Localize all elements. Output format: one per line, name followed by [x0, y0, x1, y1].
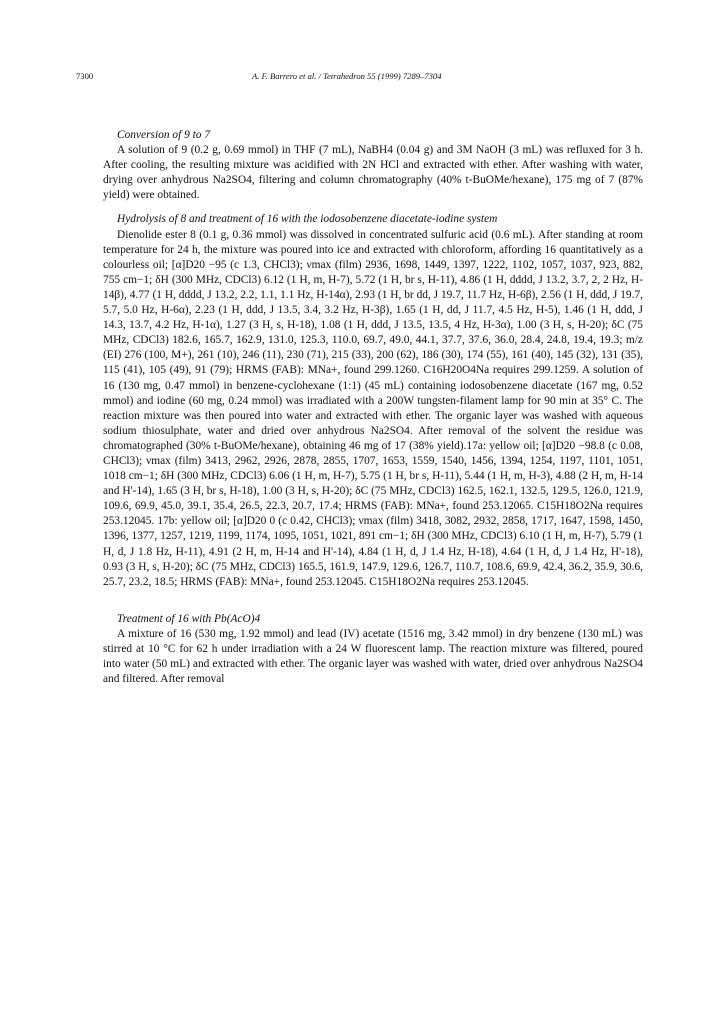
spacer [103, 203, 643, 212]
paragraph: Dienolide ester 8 (0.1 g, 0.36 mmol) was dissolved in concentrated sulfuric acid (0.6 mL). After standing at room temperature for 24 h, the mixture was poured into ice and extracted with chloroform, affording 16 quantitatively as a colourless oil; [α]D20 −95 (c 1.3, CHCl3); νmax (film) 2936, 1698, 1449, 1397, 1222, 1102, 1057, 1037, 923, 882, 755 cm−1; δH (300 MHz, CDCl3) 6.12 (1 H, m, H-7), 5.72 (1 H, br s, H-11), 4.86 (1 H, dddd, J 13.2, 3.7, 2, 2 Hz, H-14β), 4.77 (1 H, dddd, J 13.2, 2.2, 1.1, 1.1 Hz, H-14α), 2.93 (1 H, br dd, J 19.7, 11.7 Hz, H-6β), 2.56 (1 H, ddd, J 19.7, 5.7, 5.0 Hz, H-6α), 2.23 (1 H, ddd, J 13.5, 3.4, 3.2 Hz, H-3β), 1.65 (1 H, dd, J 11.7, 4.5 Hz, H-5), 1.46 (1 H, ddd, J 14.3, 13.7, 4.2 Hz, H-1α), 1.27 (3 H, s, H-18), 1.08 (1 H, ddd, J 13.5, 13.5, 4 Hz, H-3α), 1.00 (3 H, s, H-20); δC (75 MHz, CDCl3) 182.6, 165.7, 162.9, 131.0, 125.3, 110.0, 69.7, 49.0, 44.1, 37.7, 37.6, 36.0, 28.4, 24.8, 19.4, 19.3; m/z (EI) 276 (100, M+), 261 (10), 246 (11), 230 (71), 215 (33), 200 (62), 186 (30), 174 (55), 161 (40), 145 (32), 131 (35), 115 (41), 105 (49), 91 (79); HRMS (FAB): MNa+, found 299.1260. C16H20O4Na requires 299.1259. A solution of 16 (130 mg, 0.47 mmol) in benzene-cyclohexane (1:1) (45 mL) containing iodosobenzene diacetate (167 mg, 0.52 mmol) and iodine (60 mg, 0.24 mmol) was irradiated with a 200W tungsten-filament lamp for 90 min at 35° C. The reaction mixture was then poured into water and extracted with ether. The organic layer was washed with aqueous sodium thiosulphate, water and dried over anhydrous Na2SO4. After removal of the solvent the residue was chromatographed (30% t-BuOMe/hexane), obtaining 46 mg of 17 (38% yield).17a: yellow oil; [α]D20 −98.8 (c 0.08, CHCl3); νmax (film) 3413, 2962, 2926, 2878, 2855, 1707, 1653, 1559, 1540, 1456, 1394, 1254, 1197, 1101, 1051, 1018 cm−1; δH (300 MHz, CDCl3) 6.06 (1 H, m, H-7), 5.75 (1 H, br s, H-11), 5.44 (1 H, m, H-3), 4.88 (2 H, m, H-14 and H'-14), 1.65 (3 H, br s, H-18), 1.00 (3 H, s, H-20); δC (75 MHz, CDCl3) 162.5, 162.1, 132.5, 129.5, 126.0, 121.9, 109.6, 69.9, 45.0, 39.1, 35.4, 26.5, 22.3, 20.7, 17.4; HRMS (FAB): MNa+, found 253.12065. C15H18O2Na requires 253.12045. 17b: yellow oil; [α]D20 0 (c 0.42, CHCl3); νmax (film) 3418, 3082, 2932, 2858, 1717, 1647, 1598, 1450, 1396, 1377, 1257, 1219, 1199, 1174, 1095, 1051, 1021, 891 cm−1; δH (300 MHz, CDCl3) 6.10 (1 H, m, H-7), 5.79 (1 H, d, J 1.8 Hz, H-11), 4.91 (2 H, m, H-14 and H'-14), 4.84 (1 H, d, J 1.4 Hz, H-18), 4.64 (1 H, d, J 1.4 Hz, H'-18), 0.93 (3 H, s, H-20); δC (75 MHz, CDCl3) 165.5, 161.9, 147.9, 129.6, 126.7, 110.7, 108.6, 69.9, 42.4, 36.2, 35.9, 30.6, 25.7, 23.2, 18.5; HRMS (FAB): MNa+, found 253.12045. C15H18O2Na requires 253.12045. [103, 228, 643, 588]
article-body [103, 128, 643, 687]
page-header [76, 71, 628, 85]
spacer [103, 590, 643, 612]
paragraph: A mixture of 16 (530 mg, 1.92 mmol) and lead (IV) acetate (1516 mg, 3.42 mmol) in dry benzene (130 mL) was stirred at 10 °C for 62 h under irradiation with a 24 W fluorescent lamp. The reaction mixture was filtered, poured into water (50 mL) and extracted with ether. The organic layer was washed with water, dried over anhydrous Na2SO4 and filtered. After removal [103, 627, 643, 686]
section-heading: Hydrolysis of 8 and treatment of 16 with the iodosobenzene diacetate-iodine system [117, 213, 498, 226]
running-title: A. F. Barrero et al. / Tetrahedron 55 (1999) 7289–7304 [252, 71, 442, 81]
section-heading: Treatment of 16 with Pb(AcO)4 [117, 612, 261, 625]
page-number: 7300 [76, 71, 94, 81]
paragraph: A solution of 9 (0.2 g, 0.69 mmol) in THF (7 mL), NaBH4 (0.04 g) and 3M NaOH (3 mL) was refluxed for 3 h. After cooling, the resulting mixture was acidified with 2N HCl and extracted with ether. After washing with water, drying over anhydrous Na2SO4, filtering and column chromatography (40% t-BuOMe/hexane), 175 mg of 7 (87% yield) were obtained. [103, 144, 643, 202]
section-heading: Conversion of 9 to 7 [117, 129, 211, 141]
